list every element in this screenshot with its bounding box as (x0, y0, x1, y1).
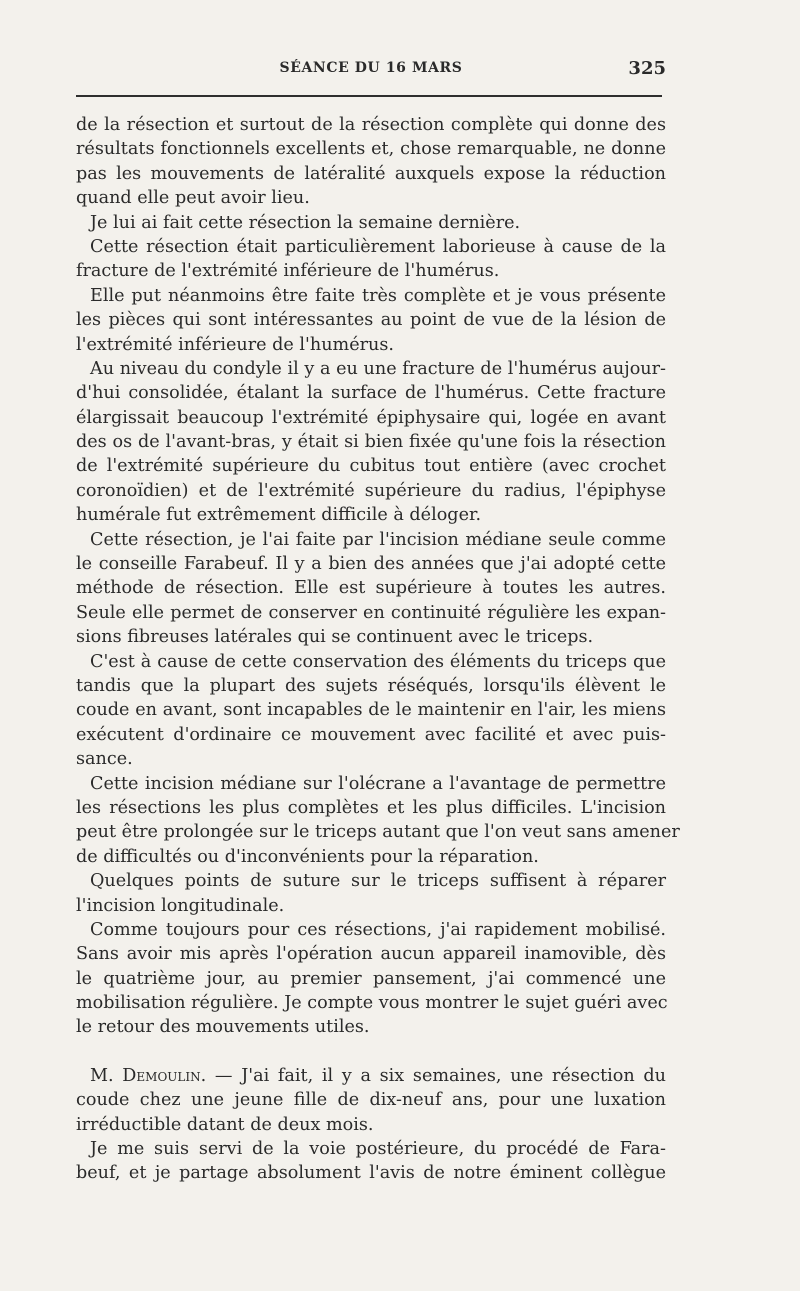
text-line: les résections les plus complètes et les plus difficiles. L'incision (76, 797, 666, 818)
running-title: SÉANCE DU 16 MARS (279, 60, 463, 76)
text-line: Cette résection, je l'ai faite par l'incision médiane seule comme (90, 529, 666, 550)
page-body (76, 113, 680, 1186)
page-number: 325 (628, 58, 666, 79)
text-line: Elle put néanmoins être faite très complète et je vous présente (90, 285, 666, 306)
text-line: de la résection et surtout de la résection complète qui donne des (76, 115, 666, 135)
text-line: l'extrémité inférieure de l'humérus. (76, 334, 395, 355)
text-line: peut être prolongée sur le triceps autant que l'on veut sans amener (76, 822, 680, 843)
header-rule (76, 95, 662, 97)
text-line: humérale fut extrêmement difficile à déloger. (76, 505, 482, 526)
text-line: Quelques points de suture sur le triceps suffisent à réparer (90, 871, 666, 892)
text-line: des os de l'avant-bras, y était si bien fixée qu'une fois la résection (76, 432, 666, 453)
text-line: C'est à cause de cette conservation des éléments du triceps que (90, 651, 666, 672)
text-line: le retour des mouvements utiles. (76, 1017, 370, 1038)
text-line: pas les mouvements de latéralité auxquels expose la réduction (76, 163, 666, 184)
text-line: mobilisation régulière. Je compte vous montrer le sujet guéri avec (76, 993, 668, 1014)
text-line: Cette résection était particulièrement laborieuse à cause de la (90, 236, 666, 257)
text-line: beuf, et je partage absolument l'avis de notre éminent collègue (76, 1163, 666, 1184)
text-line: d'hui consolidée, étalant la surface de l'humérus. Cette fracture (76, 383, 666, 404)
text-line: le quatrième jour, au premier pansement, j'ai commencé une (76, 968, 666, 989)
text-line: résultats fonctionnels excellents et, chose remarquable, ne donne (76, 139, 666, 160)
text-line: Sans avoir mis après l'opération aucun appareil inamovible, dès (76, 944, 666, 965)
speaker-line (76, 1064, 666, 1088)
text-line: fracture de l'extrémité inférieure de l'humérus. (76, 261, 500, 282)
text-line: coude en avant, sont incapables de le maintenir en l'air, les miens (76, 700, 666, 721)
running-header (76, 58, 666, 82)
speaker-text: — J'ai fait, il y a six semaines, une résection du (206, 1065, 666, 1086)
text-line: Seule elle permet de conserver en continuité régulière les expan- (76, 602, 666, 623)
text-line: Je me suis servi de la voie postérieure, du procédé de Fara- (90, 1139, 666, 1160)
text-line: élargissait beaucoup l'extrémité épiphysaire qui, logée en avant (76, 407, 666, 428)
text-line: quand elle peut avoir lieu. (76, 188, 310, 209)
text-line: Au niveau du condyle il y a eu une fracture de l'humérus aujour- (90, 358, 666, 379)
text-line: coronoïdien) et de l'extrémité supérieure du radius, l'épiphyse (76, 480, 666, 501)
text-line: de l'extrémité supérieure du cubitus tout entière (avec crochet (76, 456, 666, 477)
text-line: l'incision longitudinale. (76, 895, 285, 916)
text-line: Comme toujours pour ces résections, j'ai rapidement mobilisé. (90, 919, 666, 940)
text-line: tandis que la plupart des sujets réséqués, lorsqu'ils élèvent le (76, 675, 666, 696)
paragraph-gap (76, 1040, 666, 1064)
text-line: le conseille Farabeuf. Il y a bien des années que j'ai adopté cette (76, 554, 666, 575)
text-line: Je lui ai fait cette résection la semaine dernière. (90, 212, 521, 233)
text-line: coude chez une jeune fille de dix-neuf ans, pour une luxation (76, 1090, 666, 1111)
text-line: exécutent d'ordinaire ce mouvement avec facilité et avec puis- (76, 724, 666, 745)
text-line: sions fibreuses latérales qui se continuent avec le triceps. (76, 627, 594, 648)
text-line: les pièces qui sont intéressantes au point de vue de la lésion de (76, 310, 666, 331)
speaker-name: M. Demoulin. (90, 1065, 207, 1086)
text-line: Cette incision médiane sur l'olécrane a l'avantage de permettre (90, 773, 666, 794)
text-line: sance. (76, 749, 133, 770)
text-line: méthode de résection. Elle est supérieure à toutes les autres. (76, 578, 666, 599)
text-line: de difficultés ou d'inconvénients pour la réparation. (76, 846, 539, 867)
text-line: irréductible datant de deux mois. (76, 1114, 374, 1135)
